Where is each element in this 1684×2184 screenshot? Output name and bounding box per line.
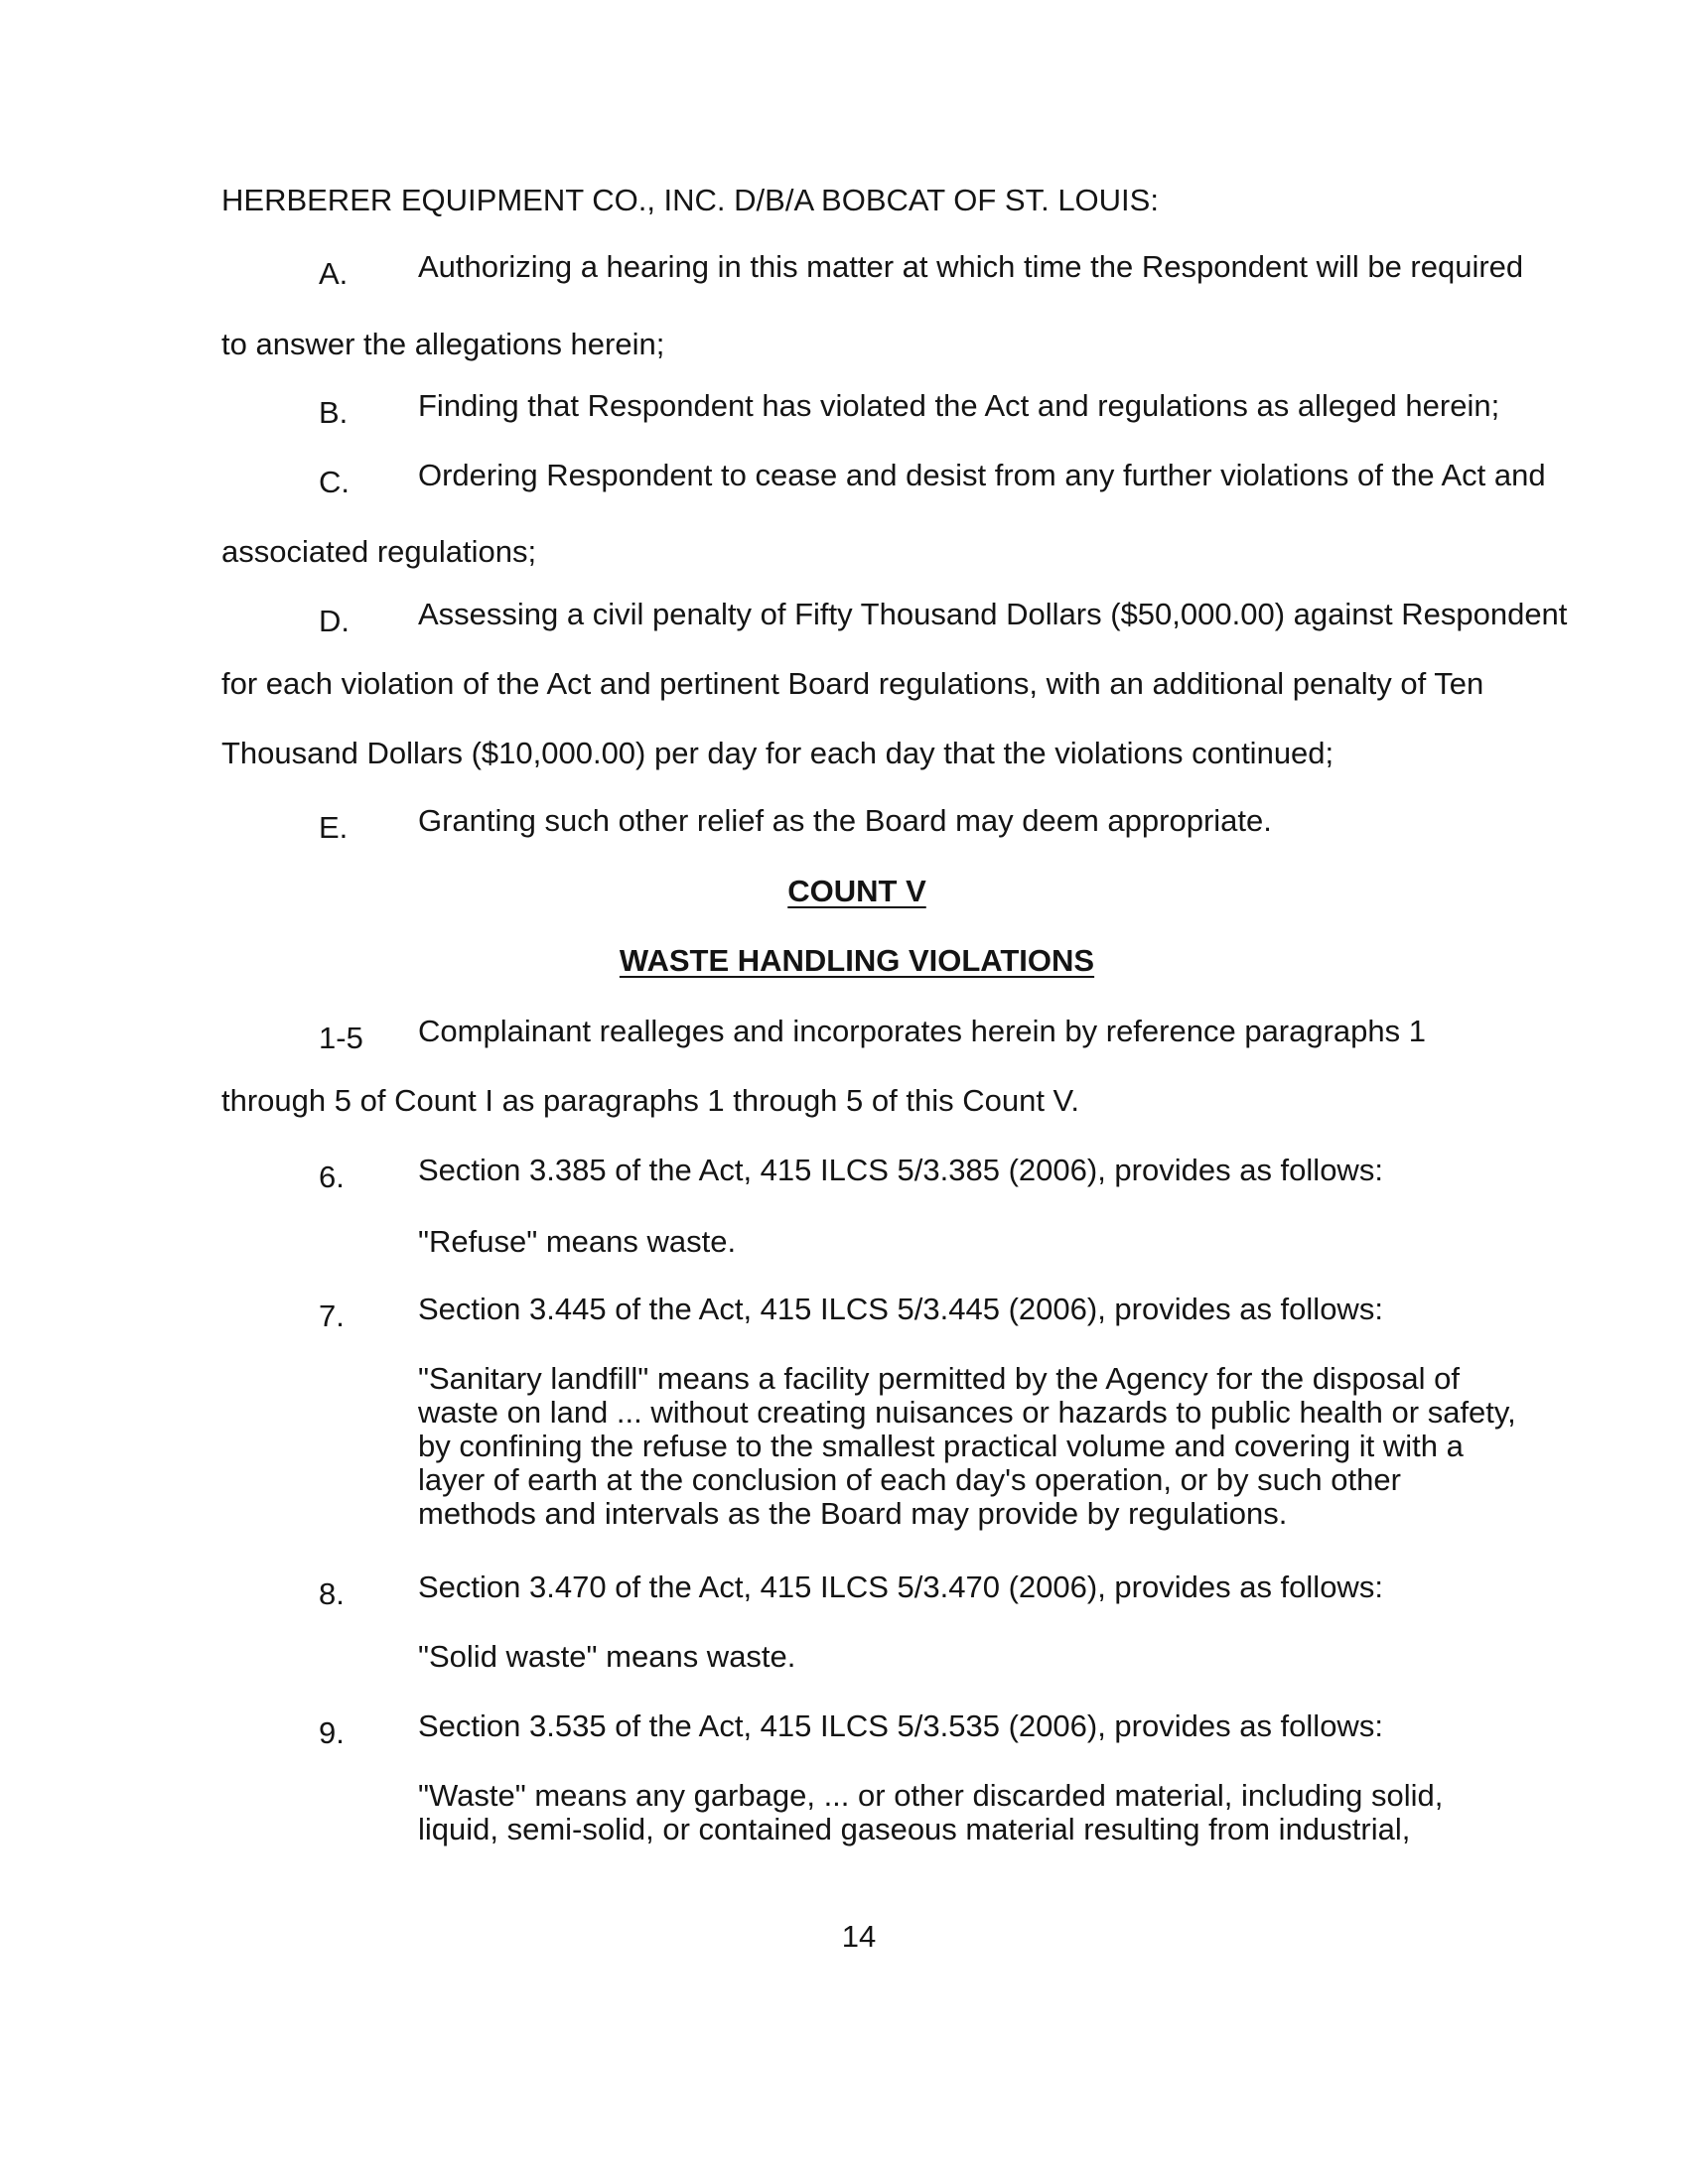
item-a-label: A. <box>319 256 349 291</box>
item-e-text: Granting such other relief as the Board may deem appropriate. <box>418 803 1272 838</box>
paragraph-9-label: 9. <box>319 1715 345 1750</box>
item-d-continuation-2: Thousand Dollars ($10,000.00) per day for each day that the violations continued; <box>221 736 1334 770</box>
paragraph-9-quote-line: liquid, semi-solid, or contained gaseous material resulting from industrial, <box>418 1812 1411 1846</box>
item-c-label: C. <box>319 465 350 499</box>
paragraph-7-quote-line: by confining the refuse to the smallest practical volume and covering it with a <box>418 1429 1464 1463</box>
paragraph-7-quote-line: "Sanitary landfill" means a facility permitted by the Agency for the disposal of <box>418 1361 1460 1396</box>
item-b-text: Finding that Respondent has violated the Act and regulations as alleged herein; <box>418 388 1500 423</box>
paragraph-1-5-label: 1-5 <box>319 1021 363 1055</box>
item-b-label: B. <box>319 395 349 430</box>
paragraph-7-quote-line: methods and intervals as the Board may provide by regulations. <box>418 1496 1288 1531</box>
item-a-continuation: to answer the allegations herein; <box>221 327 665 361</box>
item-d-text: Assessing a civil penalty of Fifty Thousand Dollars ($50,000.00) against Respondent <box>418 597 1568 631</box>
paragraph-7-label: 7. <box>319 1298 345 1333</box>
item-c-text: Ordering Respondent to cease and desist from any further violations of the Act and <box>418 458 1546 492</box>
item-d-continuation-1: for each violation of the Act and pertinent Board regulations, with an additional penalty of Ten <box>221 666 1484 701</box>
paragraph-7-text: Section 3.445 of the Act, 415 ILCS 5/3.445 (2006), provides as follows: <box>418 1292 1383 1326</box>
item-a-text: Authorizing a hearing in this matter at which time the Respondent will be required <box>418 249 1524 284</box>
paragraph-8-quote: "Solid waste" means waste. <box>418 1639 796 1674</box>
paragraph-9-quote-line: "Waste" means any garbage, ... or other discarded material, including solid, <box>418 1778 1444 1813</box>
paragraph-6-text: Section 3.385 of the Act, 415 ILCS 5/3.385 (2006), provides as follows: <box>418 1153 1383 1187</box>
count-heading: COUNT V <box>787 874 926 908</box>
paragraph-8-label: 8. <box>319 1576 345 1611</box>
count-subheading: WASTE HANDLING VIOLATIONS <box>619 943 1095 978</box>
paragraph-1-5-text: Complainant realleges and incorporates herein by reference paragraphs 1 <box>418 1014 1427 1048</box>
paragraph-7-quote-line: waste on land ... without creating nuisances or hazards to public health or safety, <box>418 1395 1516 1430</box>
item-e-label: E. <box>319 810 349 845</box>
page-number: 14 <box>841 1919 877 1954</box>
paragraph-9-text: Section 3.535 of the Act, 415 ILCS 5/3.535 (2006), provides as follows: <box>418 1708 1383 1743</box>
item-d-label: D. <box>319 604 350 638</box>
party-line: HERBERER EQUIPMENT CO., INC. D/B/A BOBCAT OF ST. LOUIS: <box>221 183 1159 217</box>
paragraph-8-text: Section 3.470 of the Act, 415 ILCS 5/3.470 (2006), provides as follows: <box>418 1570 1383 1604</box>
paragraph-7-quote-line: layer of earth at the conclusion of each day's operation, or by such other <box>418 1462 1401 1497</box>
paragraph-1-5-continuation: through 5 of Count I as paragraphs 1 through 5 of this Count V. <box>221 1083 1079 1118</box>
paragraph-6-quote: "Refuse" means waste. <box>418 1224 737 1259</box>
item-c-continuation: associated regulations; <box>221 534 537 569</box>
paragraph-6-label: 6. <box>319 1160 345 1194</box>
